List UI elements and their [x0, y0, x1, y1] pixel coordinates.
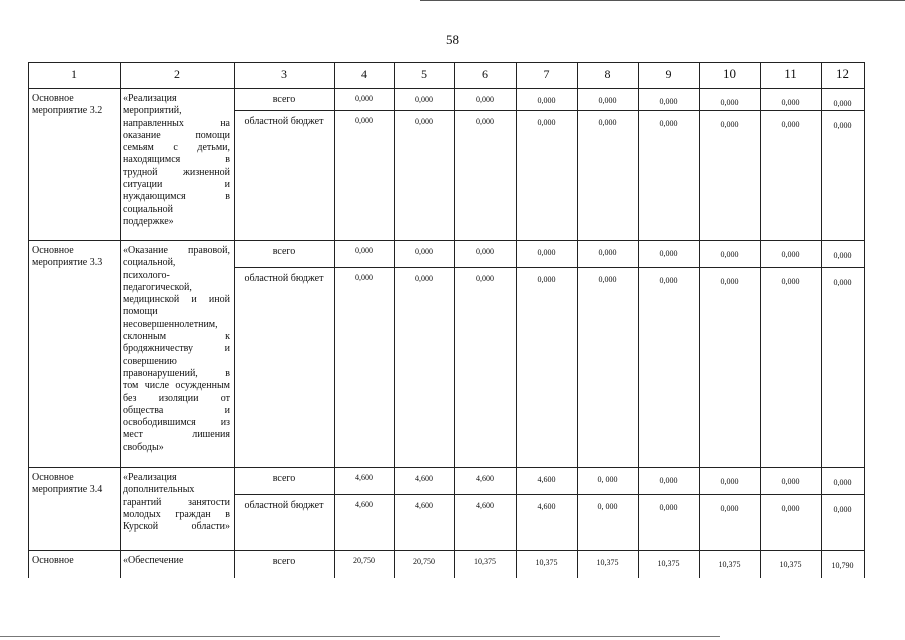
amount-value: 0,000	[781, 250, 800, 259]
amount-value: 0,000	[833, 99, 852, 108]
description-line: мероприятий,	[123, 105, 182, 117]
amount-value: 20,750	[413, 557, 435, 566]
table-rule-horizontal	[28, 62, 865, 63]
amount-value: 4,600	[415, 474, 433, 483]
table-rule-vertical	[28, 62, 29, 578]
amount-value: 10,375	[657, 559, 680, 568]
column-header-10: 10	[723, 66, 736, 81]
description-line: нуждающимся в	[123, 191, 230, 203]
amount-value: 0,000	[720, 250, 739, 259]
funding-source: областной бюджет	[244, 116, 324, 127]
amount-value: 4,600	[355, 473, 373, 482]
measure-name: Основное мероприятие 3.3	[32, 245, 103, 269]
amount-value: 0,000	[720, 277, 739, 286]
amount-value: 0,000	[598, 248, 617, 257]
column-header-2: 2	[174, 67, 180, 81]
amount-value: 0,000	[355, 246, 373, 255]
description-line: правонарушений, в	[123, 367, 230, 379]
description-line: медицинской и иной	[123, 294, 230, 306]
column-header-4: 4	[361, 67, 367, 81]
description-line: поддержке»	[123, 215, 174, 227]
column-header-11: 11	[784, 66, 797, 81]
amount-value: 10,790	[831, 561, 854, 570]
amount-value: 10,375	[718, 560, 741, 569]
description-line: семьям с детьми,	[123, 142, 230, 154]
amount-value: 4,600	[355, 500, 373, 509]
amount-value: 0,000	[598, 275, 617, 284]
amount-value: 0,000	[476, 247, 494, 256]
amount-value: 0,000	[720, 120, 739, 129]
funding-source: всего	[272, 556, 296, 567]
column-header-3: 3	[281, 67, 287, 81]
description-line: «Обеспечение	[123, 555, 184, 566]
amount-value: 0,000	[476, 95, 494, 104]
amount-value: 0,000	[833, 251, 852, 260]
funding-source: всего	[272, 94, 296, 105]
column-header-6: 6	[482, 67, 488, 81]
description-line: трудной жизненной	[123, 166, 230, 178]
table-rule-horizontal	[28, 240, 865, 241]
description-line: «Реализация	[123, 472, 177, 483]
amount-value: 0,000	[833, 278, 852, 287]
description-line: Курской области»	[123, 521, 230, 533]
amount-value: 0, 000	[597, 475, 618, 484]
column-header-9: 9	[665, 67, 672, 81]
funding-source: всего	[272, 246, 296, 257]
amount-value: 0,000	[355, 116, 373, 125]
description-line: гарантий занятости	[123, 496, 230, 508]
description-line: молодых граждан в	[123, 508, 230, 520]
description-line: совершению	[123, 355, 177, 367]
column-header-5: 5	[421, 67, 427, 81]
description-line: мест лишения	[123, 429, 230, 441]
table-rule-horizontal	[28, 467, 865, 468]
table-rule-vertical	[864, 62, 865, 578]
amount-value: 0,000	[415, 274, 433, 283]
amount-value: 0,000	[781, 277, 800, 286]
funding-source: областной бюджет	[244, 273, 324, 284]
measure-description	[123, 472, 230, 533]
measure-description	[123, 93, 230, 228]
amount-value: 0,000	[355, 273, 373, 282]
measure-description	[123, 245, 230, 454]
amount-value: 0,000	[833, 505, 852, 514]
amount-value: 0,000	[720, 98, 739, 107]
description-line: находящимся в	[123, 154, 230, 166]
amount-value: 0,000	[720, 504, 739, 513]
description-line: общества и	[123, 404, 230, 416]
amount-value: 0,000	[537, 96, 556, 105]
amount-value: 0,000	[720, 477, 739, 486]
table-rule-vertical	[120, 62, 121, 578]
amount-value: 0,000	[781, 504, 800, 513]
page-number: 58	[446, 32, 459, 47]
table-rule-horizontal	[234, 494, 865, 495]
amount-value: 0,000	[537, 275, 556, 284]
amount-value: 0,000	[781, 98, 800, 107]
description-line: несовершеннолетним,	[123, 318, 218, 330]
description-line: свободы»	[123, 441, 164, 453]
amount-value: 4,600	[476, 474, 494, 483]
amount-value: 10,375	[535, 558, 558, 567]
column-header-12: 12	[836, 66, 849, 81]
description-line: склонным к	[123, 331, 230, 343]
table-rule-vertical	[699, 62, 700, 578]
table-rule-horizontal	[28, 88, 865, 89]
amount-value: 0,000	[659, 503, 678, 512]
amount-value: 0,000	[781, 477, 800, 486]
budget-table	[28, 62, 864, 578]
amount-value: 0,000	[833, 478, 852, 487]
description-line: ситуации и	[123, 179, 230, 191]
measure-name: Основное мероприятие 3.4	[32, 472, 103, 496]
description-line: направленных на	[123, 117, 230, 129]
amount-value: 0,000	[415, 247, 433, 256]
amount-value: 0,000	[598, 96, 617, 105]
table-rule-vertical	[821, 62, 822, 578]
amount-value: 0,000	[537, 248, 556, 257]
description-line: педагогической,	[123, 281, 192, 293]
amount-value: 0,000	[659, 97, 678, 106]
amount-value: 10,375	[779, 560, 802, 569]
funding-source: всего	[272, 473, 296, 484]
amount-value: 0,000	[476, 117, 494, 126]
amount-value: 4,600	[415, 501, 433, 510]
measure-description	[123, 555, 230, 567]
description-line: «Оказание правовой,	[123, 245, 230, 256]
amount-value: 0,000	[476, 274, 494, 283]
funding-source: областной бюджет	[244, 500, 324, 511]
amount-value: 20,750	[353, 556, 375, 565]
description-line: социальной,	[123, 257, 176, 269]
amount-value: 0,000	[659, 476, 678, 485]
description-line: освободившимся из	[123, 417, 230, 429]
amount-value: 0,000	[355, 94, 373, 103]
measure-name: Основное	[32, 555, 74, 566]
table-rule-horizontal	[234, 110, 865, 111]
table-rule-vertical	[760, 62, 761, 578]
amount-value: 10,375	[596, 558, 619, 567]
amount-value: 0,000	[537, 118, 556, 127]
amount-value: 0,000	[833, 121, 852, 130]
table-rule-horizontal	[28, 550, 865, 551]
measure-name: Основное мероприятие 3.2	[32, 93, 103, 117]
bottom-rule	[0, 636, 720, 637]
amount-value: 0,000	[659, 276, 678, 285]
description-line: психолого-	[123, 269, 170, 281]
description-line: без изоляции от	[123, 392, 230, 404]
column-header-8: 8	[604, 67, 611, 81]
description-line: бродяжничеству и	[123, 343, 230, 355]
description-line: оказание помощи	[123, 129, 230, 141]
description-line: помощи	[123, 306, 158, 318]
description-line: социальной	[123, 203, 173, 215]
amount-value: 0, 000	[597, 502, 618, 511]
table-rule-vertical	[638, 62, 639, 578]
amount-value: 0,000	[659, 249, 678, 258]
amount-value: 4,600	[537, 502, 556, 511]
amount-value: 0,000	[415, 95, 433, 104]
amount-value: 0,000	[781, 120, 800, 129]
top-rule	[420, 0, 905, 1]
table-rule-horizontal	[234, 267, 865, 268]
amount-value: 10,375	[474, 557, 496, 566]
amount-value: 0,000	[415, 117, 433, 126]
description-line: том числе осужденным	[123, 380, 230, 392]
amount-value: 4,600	[476, 501, 494, 510]
description-line: дополнительных	[123, 484, 195, 496]
column-header-7: 7	[543, 67, 550, 81]
amount-value: 0,000	[659, 119, 678, 128]
description-line: «Реализация	[123, 93, 177, 104]
amount-value: 0,000	[598, 118, 617, 127]
amount-value: 4,600	[537, 475, 556, 484]
column-header-1: 1	[71, 67, 77, 81]
